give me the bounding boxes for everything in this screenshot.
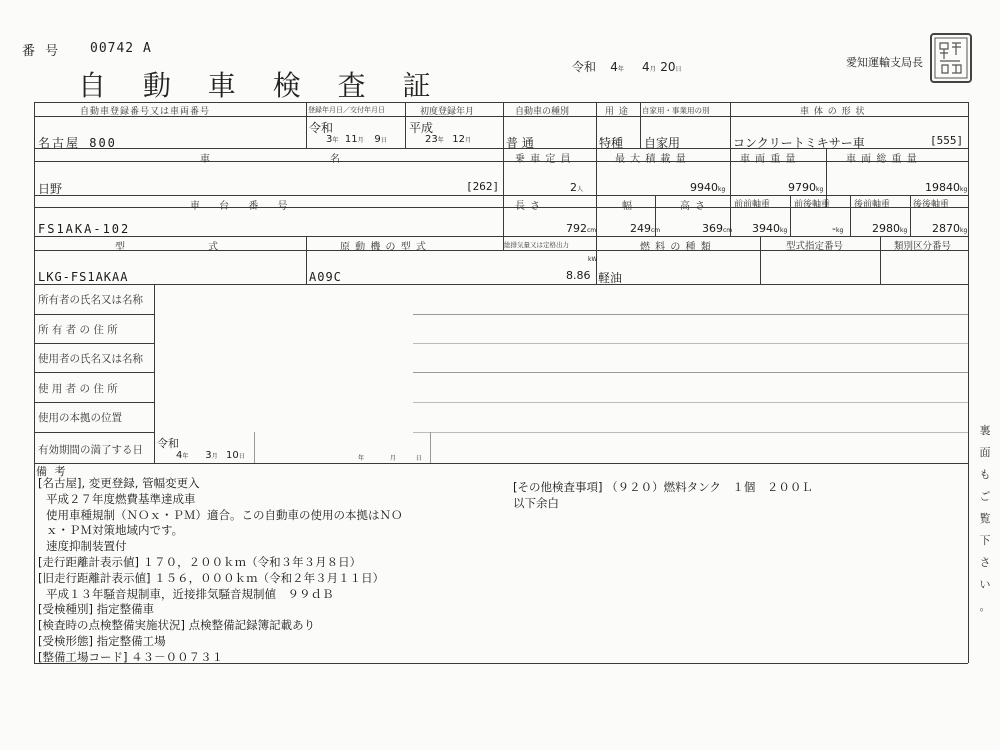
page-title: 自 動 車 検 査 証 [78,69,445,102]
base-location-label: 使用の本拠の位置 [38,412,122,424]
length-value: 792cm [566,222,597,235]
width-value: 249cm [630,222,661,235]
height-header: 高 さ [680,201,707,212]
reg-no-header: 自動車登録番号又は車両番号 [80,107,211,117]
notes-left [38,476,403,666]
capacity-value: 2人 [570,181,584,194]
model-value: LKG-FS1AKAA [38,270,129,284]
fr-axle-header: 前後軸重 [794,200,831,210]
rr-axle-header: 後後軸重 [913,200,950,210]
kind-value: 普 通 [506,136,534,150]
note-line: ｘ・ＰＭ対策地域内です。 [46,523,184,538]
fuel-value: 軽油 [598,271,623,285]
length-header: 長 さ [515,201,542,212]
fuel-header: 燃 料 の 種 類 [640,242,712,253]
ff-axle-header: 前前軸重 [734,200,771,210]
private-business-value: 自家用 [644,136,681,150]
issue-date: 令和 4年 4月 20日 [572,60,682,74]
use-header: 用 途 [605,107,629,117]
make-value: 日野 [38,182,63,196]
ff-axle-value: 3940kg [752,222,788,235]
note-line: 使用車種規制（ＮＯｘ・ＰＭ）適合。この自動車の使用の本拠はＮＯ [46,507,403,522]
note-line: 平成２７年度燃費基準達成車 [46,491,196,506]
notes-heading: 備 考 [36,465,68,478]
category-number-header: 類別区分番号 [894,241,952,252]
expiry-label: 有効期間の満了する日 [38,444,143,456]
private-business-header: 自家用・事業用の別 [642,106,710,115]
issuer-name: 愛知運輸支局長 [846,56,923,69]
reg-era: 令和 [309,121,334,135]
vehicle-weight-value: 9790kg [788,181,824,194]
fr-axle-value: -kg [832,222,844,235]
owner-address-label: 所 有 者 の 住 所 [38,324,118,336]
make-header: 車 [200,154,211,165]
reg-no-value: 名古屋 800 [38,136,117,150]
gross-weight-header: 車 両 総 重 量 [846,154,918,165]
rf-axle-value: 2980kg [872,222,908,235]
owner-name-label: 所有者の氏名又は名称 [38,294,143,306]
output-header: 総排気量又は定格出力 [504,241,569,249]
user-address-label: 使 用 者 の 住 所 [38,383,118,395]
model-header: 型 式 [115,242,259,253]
first-reg-header: 初度登録年月 [420,107,475,117]
vehicle-weight-header: 車 両 重 量 [740,154,797,165]
reg-date-value: 3年 11月 9日 [326,134,387,145]
name-header: 名 [330,154,341,165]
rf-axle-header: 後前軸重 [854,200,891,210]
official-seal [930,33,972,83]
issue-month: 4 [642,60,650,74]
note-line: [受検種別] 指定整備車 [38,602,155,617]
issue-year: 4 [610,60,618,74]
make-code: [262] [466,180,500,193]
rr-axle-value: 2870kg [932,222,968,235]
gross-weight-value: 19840kg [925,181,968,194]
note-line: [旧走行距離計表示値] １５６，０００ｋｍ（令和２年３月１１日） [38,570,385,585]
expiry-date: 4年 3月 10日 [176,450,245,461]
note-line: 平成１３年騒音規制車，近接排気騒音規制値 ９９ｄＢ [46,586,334,601]
engine-model-value: A09C [309,270,342,284]
engine-model-header: 原 動 機 の 型 式 [340,242,427,253]
note-line: 以下余白 [513,495,559,510]
issue-day: 20 [660,60,676,74]
body-shape-code: [555] [930,134,964,147]
chassis-header: 車 台 番 号 [190,201,296,212]
body-shape-header: 車 体 の 形 状 [800,107,866,117]
number-label: 番 号 [22,44,62,59]
seal-stamp-icon [932,35,970,81]
note-line: [受検形態] 指定整備工場 [38,633,166,648]
first-reg-era: 平成 [409,121,434,135]
number-value: 00742 A [90,41,152,56]
width-header: 幅 [622,201,633,212]
note-line: [その他検査事項] （９２０）燃料タンク １個 ２００Ｌ [513,480,813,494]
note-line: 速度抑制装置付 [46,539,127,554]
note-line: [名古屋], 変更登録, 管幅変更入 [38,476,200,490]
reg-date-header: 登録年月日／交付年月日 [308,106,385,114]
side-note: 裏 面 も ご 覧 下 さ い 。 [979,424,991,613]
user-name-label: 使用者の氏名又は名称 [38,353,143,365]
height-value: 369cm [702,222,733,235]
output-unit: kW [588,256,598,263]
notes-right [513,480,813,512]
expiry-blank-date: 年 月 日 [358,455,422,462]
max-load-header: 最 大 積 載 量 [615,154,687,165]
type-designation-header: 型式指定番号 [786,241,844,252]
max-load-value: 9940kg [690,181,726,194]
body-shape-value: コンクリートミキサー車 [733,136,865,150]
note-line: [整備工場コード] ４３－００７３１ [38,649,224,664]
output-value: 8.86 [566,269,591,282]
issue-era: 令和 [572,60,597,74]
note-line: [検査時の点検整備実施状況] 点検整備記録簿記載あり [38,618,316,633]
first-reg-value: 23年 12月 [425,134,471,145]
capacity-header: 乗 車 定 員 [515,154,572,165]
expiry-era: 令和 [157,437,179,450]
kind-header: 自動車の種別 [515,107,570,117]
use-value: 特種 [599,136,624,150]
chassis-value: FS1AKA-102 [38,222,131,236]
note-line: [走行距離計表示値] １７０，２００ｋｍ（令和３年３月８日） [38,554,362,569]
